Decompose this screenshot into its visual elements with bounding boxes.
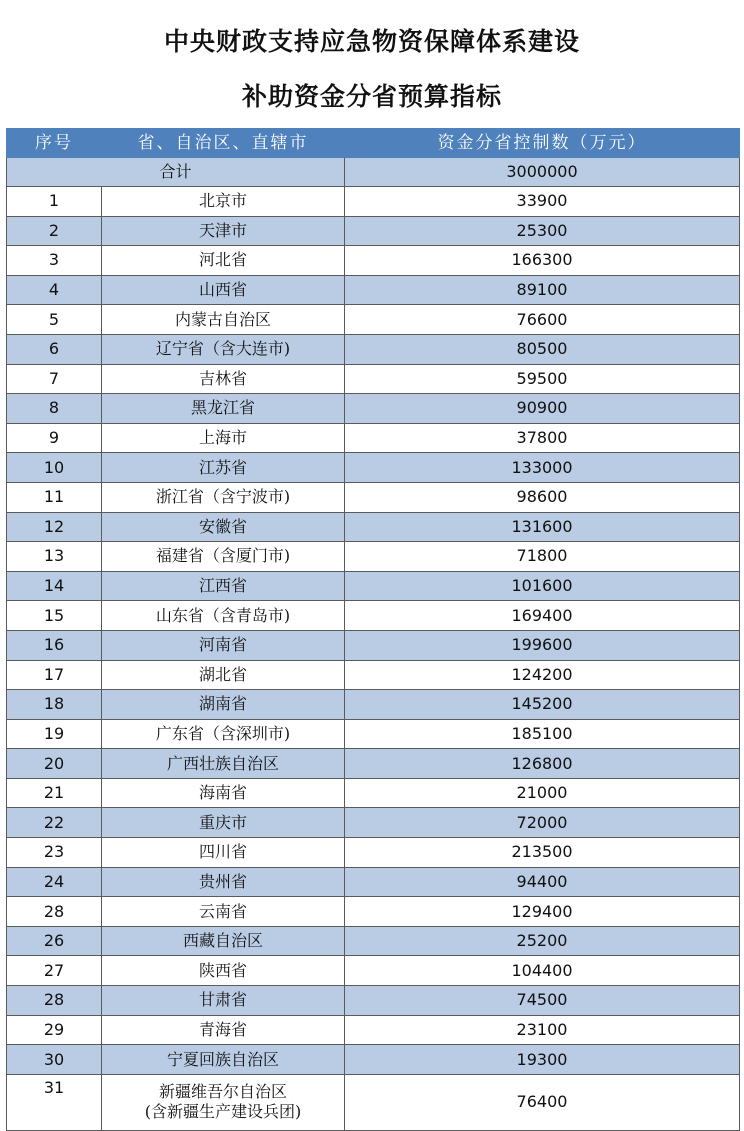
table-row — [7, 1045, 740, 1075]
row-index: 9 — [7, 423, 102, 453]
table-row — [7, 364, 740, 394]
row-index: 20 — [7, 749, 102, 779]
row-amount: 19300 — [345, 1045, 740, 1075]
row-amount: 129400 — [345, 897, 740, 927]
row-region: 重庆市 — [102, 808, 345, 838]
table-row — [7, 187, 740, 217]
table-row — [7, 897, 740, 927]
header-region: 省、自治区、直辖市 — [102, 129, 345, 158]
row-index: 22 — [7, 808, 102, 838]
row-region: 海南省 — [102, 778, 345, 808]
total-row — [7, 158, 740, 187]
row-index: 17 — [7, 660, 102, 690]
table-row — [7, 719, 740, 749]
row-amount: 59500 — [345, 364, 740, 394]
row-index: 24 — [7, 867, 102, 897]
table-row — [7, 601, 740, 631]
row-index: 5 — [7, 305, 102, 335]
row-amount: 94400 — [345, 867, 740, 897]
row-region: 陕西省 — [102, 956, 345, 986]
table-row — [7, 571, 740, 601]
table-row — [7, 246, 740, 276]
row-index: 4 — [7, 275, 102, 305]
row-index: 28 — [7, 897, 102, 927]
row-amount: 104400 — [345, 956, 740, 986]
row-region: 广西壮族自治区 — [102, 749, 345, 779]
row-index: 31 — [7, 1074, 102, 1130]
row-region: 四川省 — [102, 838, 345, 868]
row-region: 福建省（含厦门市) — [102, 542, 345, 572]
row-index: 3 — [7, 246, 102, 276]
row-index: 2 — [7, 216, 102, 246]
row-amount: 72000 — [345, 808, 740, 838]
row-region-line2: (含新疆生产建设兵团) — [144, 1102, 302, 1122]
row-index: 30 — [7, 1045, 102, 1075]
title-line-1: 中央财政支持应急物资保障体系建设 — [163, 27, 580, 56]
budget-table — [6, 128, 740, 1131]
row-index: 26 — [7, 926, 102, 956]
row-index: 15 — [7, 601, 102, 631]
row-index: 6 — [7, 334, 102, 364]
table-row — [7, 956, 740, 986]
table-row — [7, 216, 740, 246]
row-region: 湖北省 — [102, 660, 345, 690]
row-region: 青海省 — [102, 1015, 345, 1045]
row-amount: 124200 — [345, 660, 740, 690]
table-row — [7, 926, 740, 956]
row-region: 山东省（含青岛市) — [102, 601, 345, 631]
row-region: 辽宁省（含大连市) — [102, 334, 345, 364]
row-amount: 23100 — [345, 1015, 740, 1045]
row-amount: 71800 — [345, 542, 740, 572]
row-index: 29 — [7, 1015, 102, 1045]
table-row — [7, 394, 740, 424]
table-row — [7, 838, 740, 868]
row-index: 7 — [7, 364, 102, 394]
row-index: 28 — [7, 986, 102, 1016]
row-amount: 169400 — [345, 601, 740, 631]
row-index: 11 — [7, 482, 102, 512]
total-label: 合计 — [7, 158, 345, 187]
table-row — [7, 275, 740, 305]
table-row — [7, 630, 740, 660]
header-amount: 资金分省控制数（万元） — [345, 129, 740, 158]
row-amount: 166300 — [345, 246, 740, 276]
table-row — [7, 749, 740, 779]
row-amount: 74500 — [345, 986, 740, 1016]
row-index: 23 — [7, 838, 102, 868]
row-index: 10 — [7, 453, 102, 483]
row-index: 12 — [7, 512, 102, 542]
row-index: 27 — [7, 956, 102, 986]
header-index: 序号 — [7, 129, 102, 158]
row-amount: 145200 — [345, 690, 740, 720]
row-amount: 133000 — [345, 453, 740, 483]
table-row — [7, 512, 740, 542]
row-region: 西藏自治区 — [102, 926, 345, 956]
row-index: 18 — [7, 690, 102, 720]
row-amount: 126800 — [345, 749, 740, 779]
row-region: 甘肃省 — [102, 986, 345, 1016]
row-index: 8 — [7, 394, 102, 424]
row-amount: 76400 — [345, 1074, 740, 1130]
table-row — [7, 808, 740, 838]
row-amount: 21000 — [345, 778, 740, 808]
row-region: 吉林省 — [102, 364, 345, 394]
table-row — [7, 482, 740, 512]
row-region — [102, 1074, 345, 1130]
row-region: 上海市 — [102, 423, 345, 453]
row-index: 19 — [7, 719, 102, 749]
row-region: 天津市 — [102, 216, 345, 246]
row-region: 河北省 — [102, 246, 345, 276]
row-region: 内蒙古自治区 — [102, 305, 345, 335]
table-row — [7, 1074, 740, 1130]
row-region: 湖南省 — [102, 690, 345, 720]
row-amount: 199600 — [345, 630, 740, 660]
row-region: 广东省（含深圳市) — [102, 719, 345, 749]
row-region: 宁夏回族自治区 — [102, 1045, 345, 1075]
row-region: 山西省 — [102, 275, 345, 305]
row-index: 1 — [7, 187, 102, 217]
table-row — [7, 542, 740, 572]
row-amount: 131600 — [345, 512, 740, 542]
row-amount: 37800 — [345, 423, 740, 453]
table-row — [7, 660, 740, 690]
row-amount: 76600 — [345, 305, 740, 335]
row-index: 14 — [7, 571, 102, 601]
row-amount: 25200 — [345, 926, 740, 956]
row-region: 黑龙江省 — [102, 394, 345, 424]
title-line-2: 补助资金分省预算指标 — [241, 82, 502, 111]
row-region: 贵州省 — [102, 867, 345, 897]
row-index: 16 — [7, 630, 102, 660]
row-amount: 25300 — [345, 216, 740, 246]
row-amount: 89100 — [345, 275, 740, 305]
table-row — [7, 778, 740, 808]
row-amount: 80500 — [345, 334, 740, 364]
row-amount: 33900 — [345, 187, 740, 217]
table-row — [7, 334, 740, 364]
table-row — [7, 986, 740, 1016]
row-region: 江苏省 — [102, 453, 345, 483]
table-row — [7, 867, 740, 897]
row-region: 安徽省 — [102, 512, 345, 542]
row-amount: 213500 — [345, 838, 740, 868]
row-amount: 98600 — [345, 482, 740, 512]
table-row — [7, 1015, 740, 1045]
row-region: 云南省 — [102, 897, 345, 927]
table-row — [7, 423, 740, 453]
row-amount: 101600 — [345, 571, 740, 601]
row-region: 北京市 — [102, 187, 345, 217]
row-amount: 185100 — [345, 719, 740, 749]
row-index: 13 — [7, 542, 102, 572]
total-value: 3000000 — [345, 158, 740, 187]
table-row — [7, 305, 740, 335]
header-row — [7, 129, 740, 158]
row-region: 江西省 — [102, 571, 345, 601]
row-region: 河南省 — [102, 630, 345, 660]
row-region-line1: 新疆维吾尔自治区 — [158, 1082, 287, 1102]
row-amount: 90900 — [345, 394, 740, 424]
table-row — [7, 453, 740, 483]
table-row — [7, 690, 740, 720]
row-region: 浙江省（含宁波市) — [102, 482, 345, 512]
row-index: 21 — [7, 778, 102, 808]
